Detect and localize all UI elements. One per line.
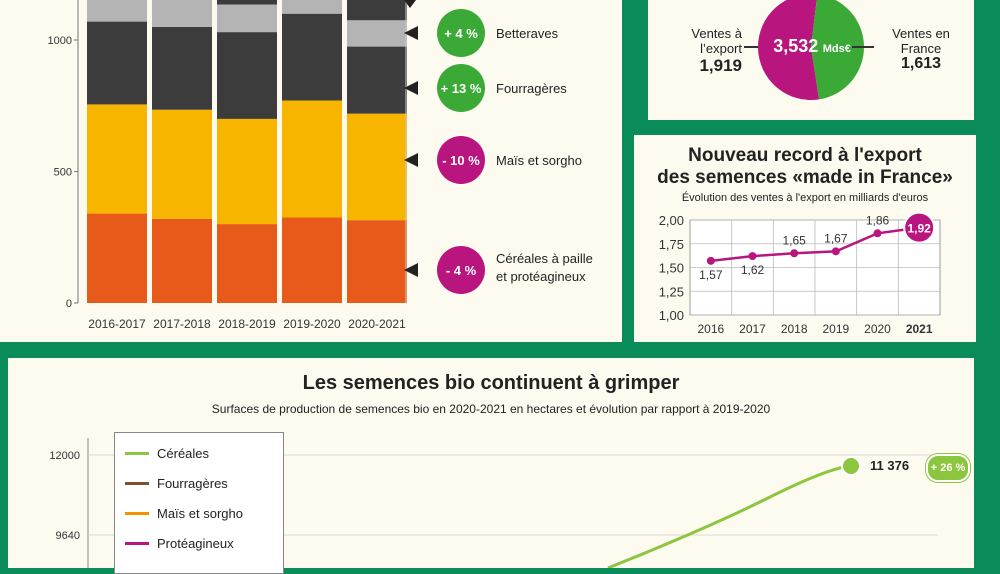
legend-swatch	[125, 512, 149, 515]
export-line-chart	[634, 135, 976, 342]
bar-segment	[282, 14, 342, 101]
bar-segment	[152, 0, 212, 27]
export-point	[832, 247, 840, 255]
export-point	[874, 229, 882, 237]
legend-swatch	[125, 482, 149, 485]
export-point-label: 1,57	[699, 267, 723, 282]
bar-segment	[217, 224, 277, 303]
organic-seed-panel	[8, 358, 974, 568]
export-y-tick: 1,75	[658, 236, 684, 252]
cereales-end-point	[842, 457, 860, 475]
series-label: Fourragères	[496, 81, 567, 96]
bar-segment	[347, 220, 407, 303]
bar-segment	[347, 47, 407, 114]
bar-segment	[347, 114, 407, 221]
series-label: Maïs et sorgho	[496, 153, 582, 168]
y-tick-label: 0	[65, 298, 72, 310]
change-badge-text: + 13 %	[440, 81, 482, 96]
seed-production-bar-panel	[0, 0, 622, 342]
legend-swatch	[125, 452, 149, 455]
pie-total	[760, 36, 864, 57]
export-point-label: 1,62	[740, 263, 765, 278]
bar-segment	[87, 0, 147, 22]
export-point-label: 1,92	[907, 221, 931, 236]
series-label: Betteraves	[496, 26, 559, 41]
bio-y-tick: 9640	[55, 530, 80, 542]
export-y-tick: 1,25	[658, 284, 684, 300]
export-title-line2: des semences «made in France»	[657, 167, 953, 188]
series-label-cont: et protéagineux	[496, 269, 586, 284]
legend-label: Céréales	[157, 445, 210, 461]
bar-segment	[217, 119, 277, 224]
export-point-label: 1,67	[824, 231, 848, 246]
export-point	[790, 249, 798, 257]
legend-label: Protéagineux	[157, 535, 234, 551]
export-y-tick: 1,00	[658, 308, 684, 323]
cereales-change-badge	[926, 454, 970, 482]
bar-segment	[282, 100, 342, 217]
change-badge-text: + 4 %	[444, 26, 478, 41]
bar-segment	[217, 4, 277, 32]
bar-segment	[282, 218, 342, 303]
stacked-bar-chart	[0, 0, 622, 342]
export-point-label: 1,86	[865, 213, 890, 228]
x-category-label: 2016-2017	[88, 317, 146, 331]
legend-entry	[125, 535, 234, 551]
bar-segment	[282, 0, 342, 14]
france-sales-label-text: Ventes en France	[892, 26, 950, 56]
export-y-tick: 2,00	[658, 213, 684, 228]
export-sales-label-text: Ventes à l’export	[691, 26, 742, 56]
bio-chart-title: Les semences bio continuent à grimper	[302, 372, 680, 394]
export-point-label: 1,65	[782, 233, 806, 248]
export-y-tick: 1,50	[658, 260, 684, 276]
bar-segment	[152, 219, 212, 303]
x-category-label: 2018-2019	[218, 317, 276, 331]
export-x-tick: 2021	[905, 322, 933, 336]
bar-segment	[347, 0, 407, 20]
legend-entry	[125, 445, 209, 461]
x-category-label: 2020-2021	[348, 317, 406, 331]
export-point	[707, 257, 715, 265]
sales-pie-panel	[648, 0, 974, 120]
bio-y-tick: 12000	[49, 450, 80, 462]
change-badge-text: - 4 %	[445, 263, 477, 278]
export-x-tick: 2018	[780, 322, 808, 336]
series-label: Céréales à paille	[496, 251, 593, 266]
legend-label: Fourragères	[157, 475, 228, 491]
legend-swatch	[125, 542, 149, 545]
bar-segment	[87, 104, 147, 213]
export-point	[749, 252, 757, 260]
bar-segment	[347, 20, 407, 46]
x-category-label: 2017-2018	[153, 317, 211, 331]
change-badge-text: - 10 %	[442, 153, 480, 168]
x-category-label: 2019-2020	[283, 317, 341, 331]
bio-legend	[114, 432, 284, 574]
pie-total-value: 3,532	[773, 36, 819, 56]
export-x-tick: 2019	[822, 322, 850, 336]
cereales-end-value: 11 376	[870, 458, 910, 473]
bar-segment	[217, 0, 277, 4]
legend-label: Maïs et sorgho	[157, 505, 243, 521]
y-tick-label: 500	[53, 166, 72, 179]
export-x-tick: 2020	[864, 322, 891, 336]
export-sales-value: 1,919	[699, 56, 742, 75]
export-record-panel	[634, 135, 976, 342]
pie-total-unit: Mds€	[822, 43, 851, 55]
y-tick-label: 1000	[47, 35, 72, 47]
cereales-change-text: + 26 %	[930, 462, 966, 474]
legend-entry	[125, 505, 243, 521]
bar-segment	[87, 22, 147, 105]
france-sales-value: 1,613	[900, 55, 942, 72]
export-title-line1: Nouveau record à l'export	[688, 145, 922, 166]
bar-segment	[152, 110, 212, 219]
export-chart-subtitle: Évolution des ventes à l'export en milliards d'euros	[681, 192, 929, 204]
export-x-tick: 2017	[739, 322, 766, 336]
bar-segment	[152, 27, 212, 110]
france-sales-label	[876, 26, 966, 71]
legend-entry	[125, 475, 228, 491]
france-connector-line	[852, 46, 874, 48]
cereales-series-line	[608, 466, 851, 568]
export-x-tick: 2016	[697, 322, 725, 336]
export-sales-label	[652, 26, 742, 73]
bar-segment	[217, 32, 277, 119]
bio-chart-subtitle: Surfaces de production de semences bio en 2020-2021 en hectares et évolution par rapport à 2019-2020	[211, 402, 771, 416]
bar-segment	[87, 214, 147, 303]
